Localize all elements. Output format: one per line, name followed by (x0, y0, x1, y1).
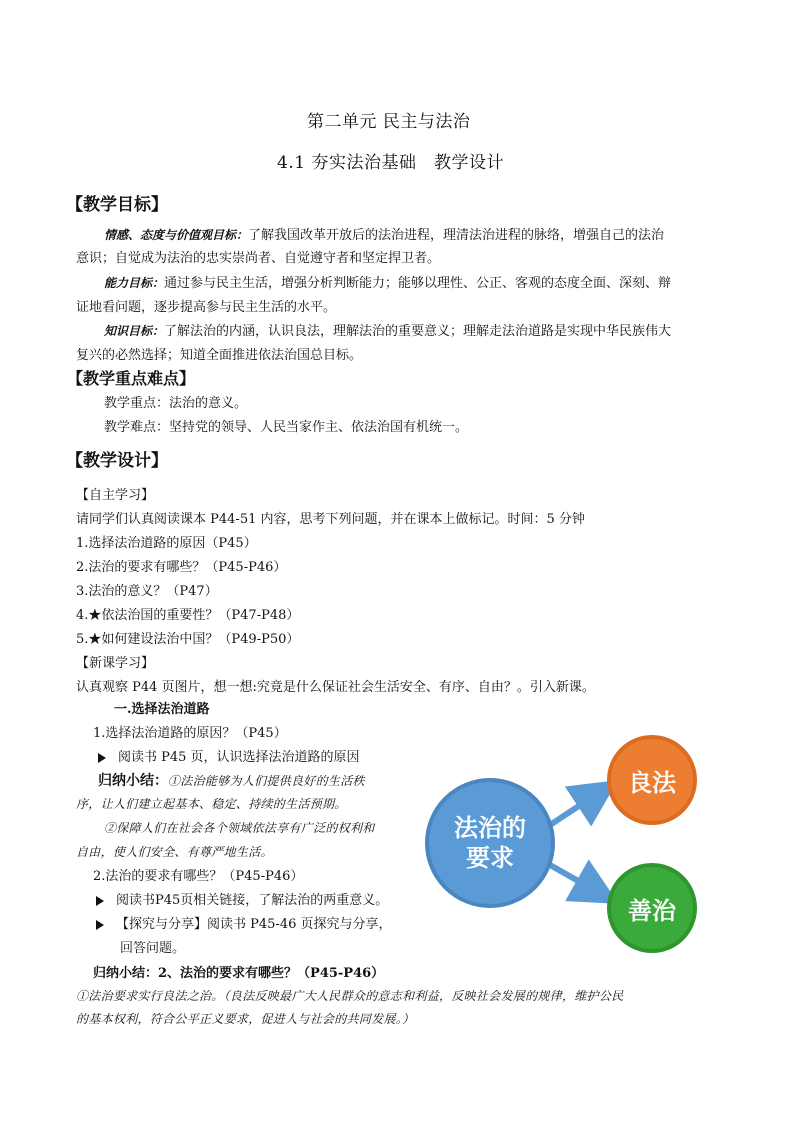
ability-text: 通过参与民主生活，增强分析判断能力；能够以理性、公正、客观的态度全面、深刻、辩 (164, 276, 672, 291)
emotion-text-cont: 意识；自觉成为法治的忠实崇尚者、自觉遵守者和坚定捍卫者。 (76, 251, 441, 266)
q1-heading: 1.选择法治道路的原因？（P45） (93, 726, 287, 741)
knowledge-label: 知识目标： (104, 324, 165, 338)
difficult-point: 教学难点：坚持党的领导、人民当家作主、依法治国有机统一。 (104, 420, 469, 435)
key-point: 教学重点：法治的意义。 (104, 396, 248, 411)
intro-text: 认真观察 P44 页图片，想一想:究竟是什么保证社会生活安全、有序、自由？。引入新课。 (76, 680, 595, 695)
q1-bullet-text: 阅读书 P45 页，认识选择法治道路的原因 (118, 750, 360, 765)
arrow-bullet-icon (98, 753, 106, 763)
emotion-text: 了解我国改革开放后的法治进程，理清法治进程的脉络，增强自己的法治 (248, 228, 665, 243)
design-heading: 【教学设计】 (66, 451, 168, 471)
q2-bullet-1-text: 阅读书P45页相关链接，了解法治的两重意义。 (116, 893, 389, 908)
knowledge-text: 了解法治的内涵，认识良法，理解法治的重要意义；理解走法治道路是实现中华民族伟大 (164, 324, 672, 339)
summary1-text-b: 序，让人们建立起基本、稳定、持续的生活预期。 (76, 797, 347, 811)
q2-bullet-2-cont: 回答问题。 (120, 941, 186, 956)
key-points-heading: 【教学重点难点】 (67, 369, 196, 388)
question-2: 2.法治的要求有哪些？（P45-P46） (76, 560, 287, 575)
new-lesson-heading: 【新课学习】 (76, 656, 155, 671)
requirements-circle (425, 778, 555, 908)
summary1-label: 归纳小结： (98, 773, 168, 789)
law-requirements-diagram (420, 735, 720, 960)
summary1-text-d: 自由，使人们安全、有尊严地生活。 (76, 845, 273, 859)
summary2-line-1: ①法治要求实行良法之治。（良法反映最广大人民群众的意志和利益，反映社会发展的规律，维护公民 (76, 989, 624, 1003)
emotion-objective (104, 224, 664, 243)
summary1 (98, 770, 365, 790)
arrow-to-good-law (550, 790, 603, 825)
summary1-text: ①法治能够为人们提供良好的生活秩 (168, 774, 365, 788)
ability-text-cont: 证地看问题，逐步提高参与民主生活的水平。 (76, 300, 337, 315)
summary2-line-2: 的基本权利，符合公平正义要求，促进人与社会的共同发展。） (76, 1012, 415, 1026)
knowledge-text-cont: 复兴的必然选择；知道全面推进依法治国总目标。 (76, 348, 363, 363)
summary2-heading: 归纳小结：2、法治的要求有哪些？（P45-P46） (93, 966, 385, 981)
good-governance-label: 善治 (628, 896, 676, 925)
good-law-label: 良法 (628, 768, 676, 797)
question-4: 4.★依法治国的重要性？（P47-P48） (76, 608, 300, 623)
good-governance-circle (607, 863, 697, 953)
q2-bullet-2-text: 【探究与分享】阅读书 P45-46 页探究与分享， (116, 917, 392, 932)
question-3: 3.法治的意义？（P47） (76, 584, 218, 599)
lesson-title: 4.1 夯实法治基础 教学设计 (277, 153, 504, 173)
emotion-label: 情感、态度与价值观目标： (104, 228, 249, 242)
q2-heading: 2.法治的要求有哪些？（P45-P46） (93, 869, 304, 884)
section1-title: 一.选择法治道路 (114, 702, 210, 717)
question-1: 1.选择法治道路的原因（P45） (76, 536, 257, 551)
arrow-bullet-icon (96, 920, 104, 930)
self-study-instruction: 请同学们认真阅读课本 P44-51 内容，思考下列问题，并在课本上做标记。时间：5 分钟 (76, 512, 585, 527)
knowledge-objective (104, 320, 671, 339)
ability-label: 能力目标： (104, 276, 165, 290)
ability-objective (104, 272, 671, 291)
requirements-label-1: 法治的 (454, 814, 526, 842)
question-5: 5.★如何建设法治中国？（P49-P50） (76, 632, 300, 647)
q1-bullet (98, 746, 360, 765)
requirements-label-2: 要求 (466, 844, 514, 872)
unit-title: 第二单元 民主与法治 (307, 112, 471, 132)
self-study-heading: 【自主学习】 (76, 488, 155, 503)
arrow-to-good-governance (550, 865, 603, 895)
summary1-text-c: ②保障人们在社会各个领域依法享有广泛的权利和 (104, 821, 375, 835)
objectives-heading: 【教学目标】 (66, 195, 168, 215)
q2-bullet-1 (96, 889, 388, 908)
q2-bullet-2 (96, 913, 392, 932)
arrow-bullet-icon (96, 896, 104, 906)
good-law-circle (607, 735, 697, 825)
